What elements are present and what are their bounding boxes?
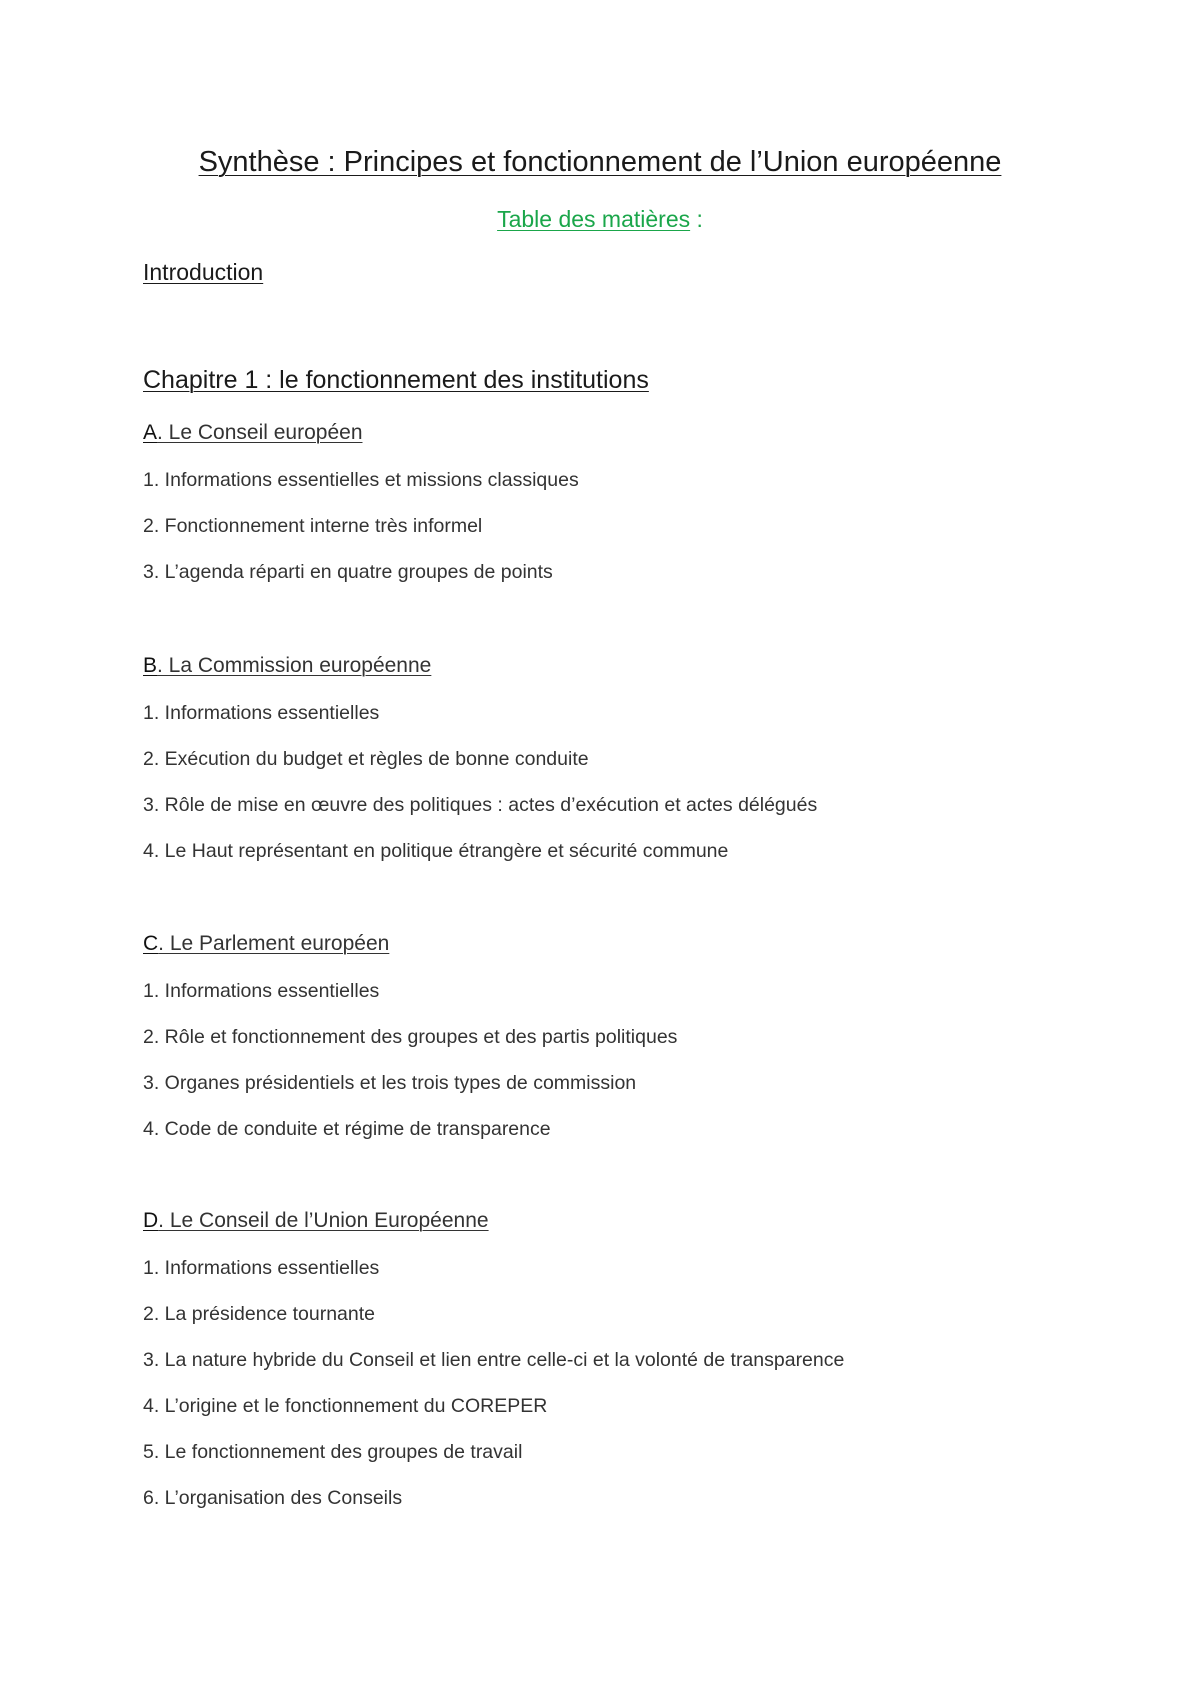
toc-colon: : bbox=[690, 206, 703, 232]
toc-item: 2. Fonctionnement interne très informel bbox=[143, 515, 483, 537]
toc-heading bbox=[0, 204, 1200, 234]
toc-item: 2. Rôle et fonctionnement des groupes et des partis politiques bbox=[143, 1026, 678, 1048]
toc-item: 1. Informations essentielles bbox=[143, 702, 380, 724]
section-letter: D bbox=[143, 1209, 159, 1232]
toc-section-d bbox=[143, 1207, 489, 1235]
document-title: Synthèse : Principes et fonctionnement de l’Union européenne bbox=[198, 146, 1002, 178]
section-title: . Le Conseil de l’Union Européenne bbox=[158, 1209, 489, 1232]
toc-chapter-1: Chapitre 1 : le fonctionnement des institutions bbox=[143, 366, 649, 394]
toc-item: 1. Informations essentielles et missions classiques bbox=[143, 469, 579, 491]
toc-item: 3. Organes présidentiels et les trois types de commission bbox=[143, 1072, 637, 1094]
toc-label: Table des matières bbox=[497, 206, 691, 232]
toc-item: 5. Le fonctionnement des groupes de travail bbox=[143, 1441, 523, 1463]
toc-section-c bbox=[143, 930, 389, 958]
toc-introduction: Introduction bbox=[143, 259, 264, 285]
toc-item: 4. Code de conduite et régime de transparence bbox=[143, 1118, 551, 1140]
section-title: . La Commission européenne bbox=[157, 654, 432, 677]
toc-section-a bbox=[143, 419, 363, 447]
toc-section-b bbox=[143, 652, 431, 680]
toc-item: 4. Le Haut représentant en politique étrangère et sécurité commune bbox=[143, 840, 729, 862]
section-title: . Le Parlement européen bbox=[158, 932, 390, 955]
toc-item: 3. La nature hybride du Conseil et lien entre celle-ci et la volonté de transparence bbox=[143, 1349, 845, 1371]
section-letter: A bbox=[143, 421, 158, 444]
toc-item: 1. Informations essentielles bbox=[143, 1257, 380, 1279]
section-letter: C bbox=[143, 932, 159, 955]
section-letter: B bbox=[143, 654, 158, 677]
toc-item: 4. L’origine et le fonctionnement du COREPER bbox=[143, 1395, 548, 1417]
section-title: . Le Conseil européen bbox=[157, 421, 363, 444]
toc-item: 6. L’organisation des Conseils bbox=[143, 1487, 403, 1509]
toc-item: 2. La présidence tournante bbox=[143, 1303, 376, 1325]
toc-item: 3. Rôle de mise en œuvre des politiques : actes d’exécution et actes délégués bbox=[143, 794, 818, 816]
toc-item: 3. L’agenda réparti en quatre groupes de points bbox=[143, 561, 553, 583]
toc-item: 2. Exécution du budget et règles de bonne conduite bbox=[143, 748, 589, 770]
toc-item: 1. Informations essentielles bbox=[143, 980, 380, 1002]
